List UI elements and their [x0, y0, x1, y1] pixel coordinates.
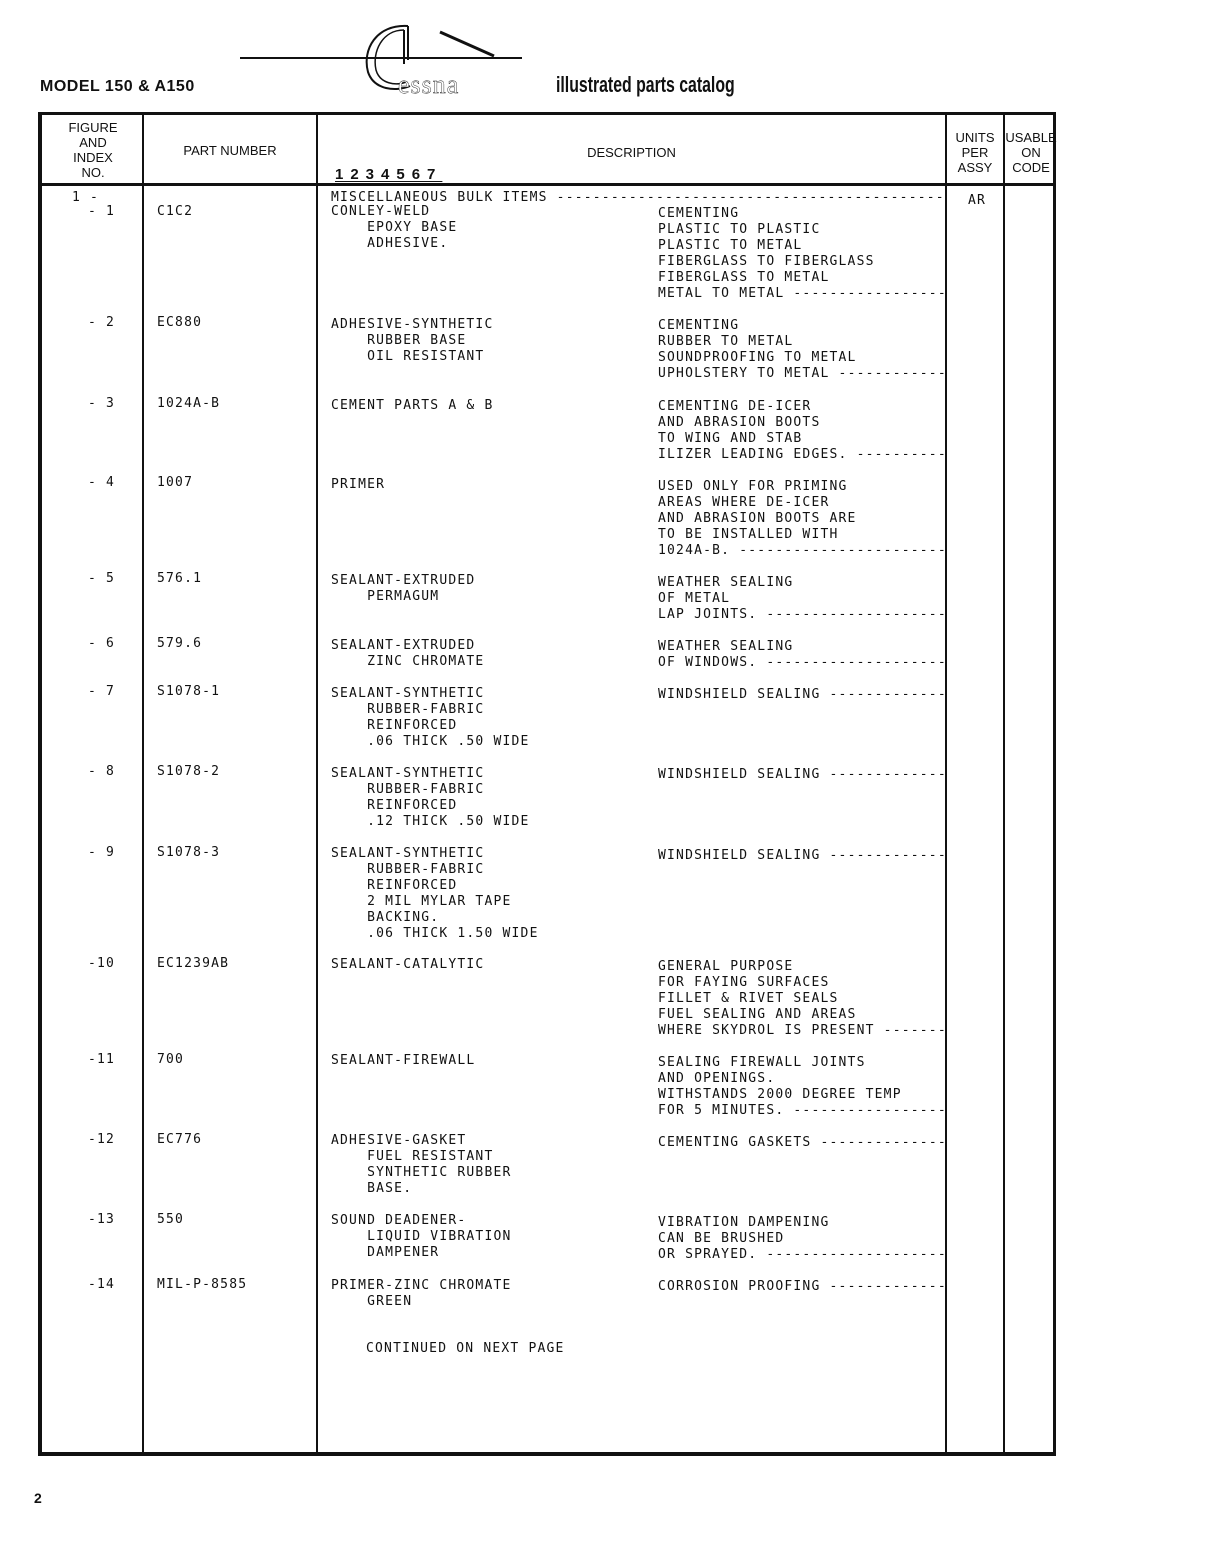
- row-part-number: 550: [157, 1212, 185, 1227]
- row-index: - 8: [88, 764, 116, 779]
- row-usage: CEMENTING GASKETS -----: [658, 1135, 948, 1151]
- row-description: CONLEY-WELD EPOXY BASE ADHESIVE.: [331, 204, 458, 251]
- row-usage: WINDSHIELD SEALING -----: [658, 767, 948, 783]
- row-part-number: C1C2: [157, 204, 194, 219]
- header-figure-line: INDEX: [73, 150, 113, 165]
- row-description: SEALANT-SYNTHETIC RUBBER-FABRIC REINFORCED .06 THICK .50 WIDE: [331, 686, 530, 749]
- header-rule: [38, 183, 1056, 186]
- row-description: SEALANT-SYNTHETIC RUBBER-FABRIC REINFORCED 2 MIL MYLAR TAPE BACKING. .06 THICK 1.50 WIDE: [331, 846, 539, 941]
- row-part-number: 576.1: [157, 571, 203, 586]
- header-units-per-assy: [947, 130, 1003, 175]
- row-usage: WINDSHIELD SEALING -----: [658, 687, 948, 703]
- row-description: CEMENT PARTS A & B: [331, 398, 494, 413]
- bulk-items-title: MISCELLANEOUS BULK ITEMS -----: [331, 190, 945, 206]
- header-figure-index: [44, 120, 142, 180]
- header-usable-line: ON: [1021, 145, 1041, 160]
- row-usage: CEMENTING RUBBER TO METAL SOUNDPROOFING TO METAL UPHOLSTERY TO METAL -----: [658, 318, 948, 382]
- row-usage: CORROSION PROOFING -----: [658, 1279, 948, 1295]
- row-description: SEALANT-FIREWALL: [331, 1053, 476, 1068]
- header-figure-line: FIGURE: [68, 120, 118, 135]
- title-units-per-assy: AR: [968, 193, 987, 208]
- column-divider: [316, 112, 318, 1456]
- row-usage: WEATHER SEALING OF WINDOWS. -----: [658, 639, 948, 671]
- figure-number: 1 -: [72, 190, 100, 205]
- row-description: SOUND DEADENER- LIQUID VIBRATION DAMPENER: [331, 1213, 512, 1260]
- row-index: -13: [88, 1212, 116, 1227]
- row-index: - 9: [88, 845, 116, 860]
- row-part-number: EC880: [157, 315, 203, 330]
- row-part-number: 700: [157, 1052, 185, 1067]
- catalog-title: illustrated parts catalog: [556, 72, 735, 97]
- row-index: - 3: [88, 396, 116, 411]
- row-index: - 1: [88, 204, 116, 219]
- row-description: PRIMER-ZINC CHROMATE GREEN: [331, 1278, 512, 1309]
- page-number: 2: [34, 1490, 42, 1506]
- column-divider: [1003, 112, 1005, 1456]
- row-part-number: MIL-P-8585: [157, 1277, 248, 1292]
- header-units-line: PER: [961, 145, 989, 160]
- header-usable-line: CODE: [1012, 160, 1050, 175]
- row-part-number: S1078-2: [157, 764, 221, 779]
- row-usage: USED ONLY FOR PRIMING AREAS WHERE DE-ICER AND ABRASION BOOTS ARE TO BE INSTALLED WITH 1024A-B. -----: [658, 479, 948, 559]
- row-usage: SEALING FIREWALL JOINTS AND OPENINGS. WITHSTANDS 2000 DEGREE TEMP FOR 5 MINUTES. -----: [658, 1055, 948, 1119]
- row-usage: VIBRATION DAMPENING CAN BE BRUSHED OR SPRAYED. -----: [658, 1215, 948, 1263]
- row-description: ADHESIVE-GASKET FUEL RESISTANT SYNTHETIC RUBBER BASE.: [331, 1133, 512, 1196]
- row-usage: WINDSHIELD SEALING -----: [658, 848, 948, 864]
- row-index: - 5: [88, 571, 116, 586]
- model-title: MODEL 150 & A150: [40, 78, 195, 95]
- row-index: - 6: [88, 636, 116, 651]
- header-units-line: UNITS: [955, 130, 995, 145]
- row-index: -10: [88, 956, 116, 971]
- row-usage: WEATHER SEALING OF METAL LAP JOINTS. -----: [658, 575, 948, 623]
- row-index: -12: [88, 1132, 116, 1147]
- row-part-number: S1078-1: [157, 684, 221, 699]
- row-part-number: 1007: [157, 475, 194, 490]
- row-part-number: EC776: [157, 1132, 203, 1147]
- row-description: SEALANT-CATALYTIC: [331, 957, 485, 972]
- row-usage: CEMENTING PLASTIC TO PLASTIC PLASTIC TO METAL FIBERGLASS TO FIBERGLASS FIBERGLASS TO METAL METAL TO METAL -----: [658, 206, 948, 302]
- brand-wordmark: essna: [398, 70, 460, 99]
- row-usage: GENERAL PURPOSE FOR FAYING SURFACES FILLET & RIVET SEALS FUEL SEALING AND AREAS WHERE SKYDROL IS PRESENT -----: [658, 959, 948, 1039]
- header-indent-digits: 1234567: [335, 166, 443, 183]
- row-index: - 2: [88, 315, 116, 330]
- row-index: -14: [88, 1277, 116, 1292]
- row-index: - 4: [88, 475, 116, 490]
- row-description: PRIMER: [331, 477, 386, 492]
- row-part-number: S1078-3: [157, 845, 221, 860]
- row-index: -11: [88, 1052, 116, 1067]
- column-divider: [142, 112, 144, 1456]
- row-usage: CEMENTING DE-ICER AND ABRASION BOOTS TO WING AND STAB ILIZER LEADING EDGES. -----: [658, 399, 948, 463]
- continued-note: CONTINUED ON NEXT PAGE: [366, 1341, 565, 1356]
- row-description: SEALANT-EXTRUDED PERMAGUM: [331, 573, 476, 604]
- row-part-number: 1024A-B: [157, 396, 221, 411]
- row-index: - 7: [88, 684, 116, 699]
- header-usable-on-code: [1005, 130, 1057, 175]
- header-figure-line: AND: [79, 135, 107, 150]
- row-description: SEALANT-SYNTHETIC RUBBER-FABRIC REINFORCED .12 THICK .50 WIDE: [331, 766, 530, 829]
- row-part-number: EC1239AB: [157, 956, 230, 971]
- row-description: SEALANT-EXTRUDED ZINC CHROMATE: [331, 638, 485, 669]
- row-description: ADHESIVE-SYNTHETIC RUBBER BASE OIL RESISTANT: [331, 317, 494, 364]
- row-part-number: 579.6: [157, 636, 203, 651]
- header-figure-line: NO.: [81, 165, 105, 180]
- header-usable-line: USABLE: [1005, 130, 1057, 145]
- header-description: DESCRIPTION: [587, 145, 676, 160]
- header-part-number: PART NUMBER: [183, 143, 277, 158]
- header-units-line: ASSY: [957, 160, 993, 175]
